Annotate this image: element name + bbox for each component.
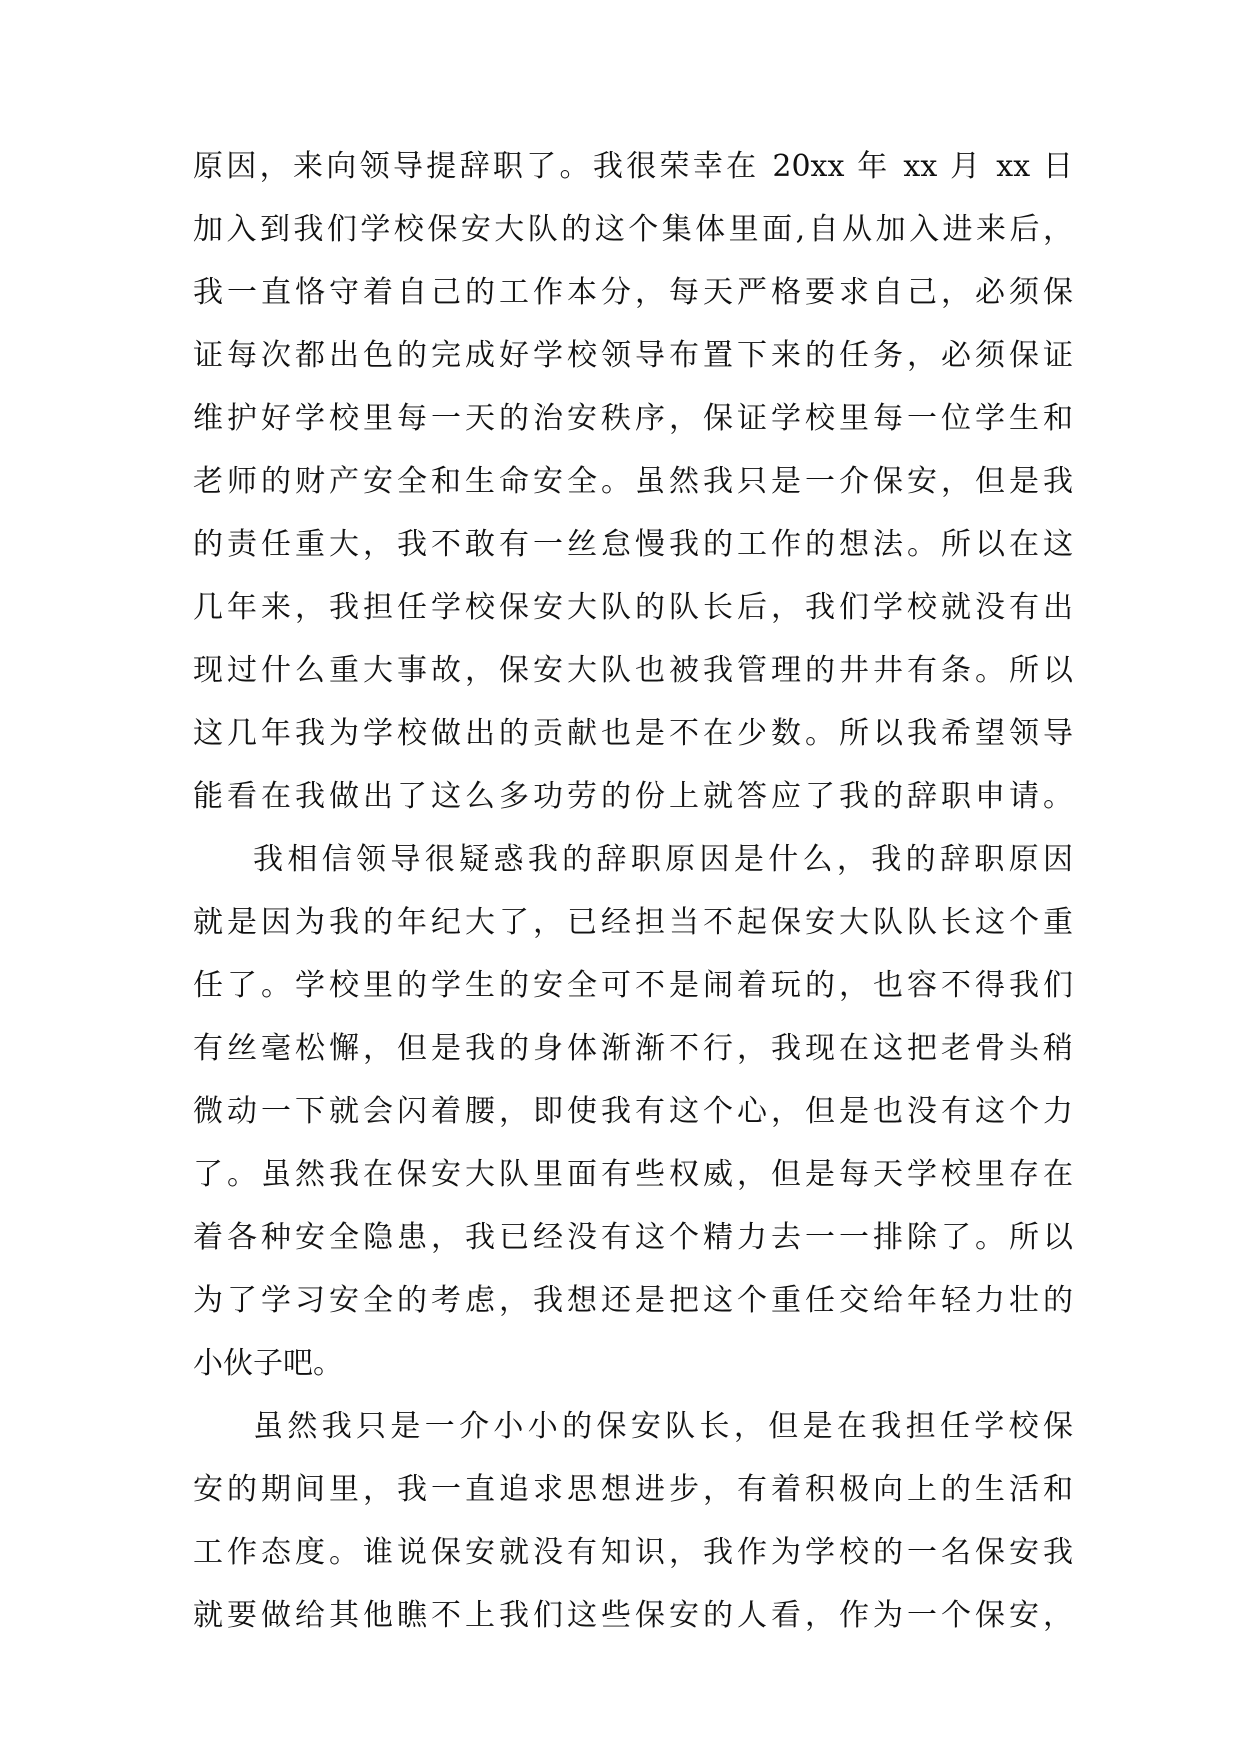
text-line: 几年来，我担任学校保安大队的队长后，我们学校就没有出	[193, 590, 1073, 625]
text-line: 我一直恪守着自己的工作本分，每天严格要求自己，必须保	[193, 275, 1073, 310]
text-line: 老师的财产安全和生命安全。虽然我只是一介保安，但是我	[193, 464, 1073, 499]
text-line: 着各种安全隐患，我已经没有这个精力去一一排除了。所以	[193, 1220, 1073, 1255]
text-line: 就是因为我的年纪大了，已经担当不起保安大队队长这个重	[193, 905, 1073, 940]
text-line: 小伙子吧。	[193, 1346, 343, 1381]
text-line: 安的期间里，我一直追求思想进步，有着积极向上的生活和	[193, 1472, 1073, 1507]
text-line: 这几年我为学校做出的贡献也是不在少数。所以我希望领导	[193, 716, 1073, 751]
text-line: 维护好学校里每一天的治安秩序，保证学校里每一位学生和	[193, 401, 1073, 436]
text-line: 证每次都出色的完成好学校领导布置下来的任务，必须保证	[193, 338, 1073, 373]
paragraph-first-line: 虽然我只是一介小小的保安队长，但是在我担任学校保	[253, 1409, 1073, 1444]
text-line: 任了。学校里的学生的安全可不是闹着玩的，也容不得我们	[193, 968, 1073, 1003]
text-line: 有丝毫松懈，但是我的身体渐渐不行，我现在这把老骨头稍	[193, 1031, 1073, 1066]
paragraph-first-line: 我相信领导很疑惑我的辞职原因是什么，我的辞职原因	[253, 842, 1073, 877]
text-line: 加入到我们学校保安大队的这个集体里面,自从加入进来后，	[193, 212, 1073, 247]
text-line: 就要做给其他瞧不上我们这些保安的人看，作为一个保安，	[193, 1598, 1073, 1633]
text-line: 工作态度。谁说保安就没有知识，我作为学校的一名保安我	[193, 1535, 1073, 1570]
text-line: 原因，来向领导提辞职了。我很荣幸在 20xx 年 xx 月 xx 日	[193, 149, 1073, 184]
text-line: 能看在我做出了这么多功劳的份上就答应了我的辞职申请。	[193, 779, 1073, 814]
text-line: 了。虽然我在保安大队里面有些权威，但是每天学校里存在	[193, 1157, 1073, 1192]
text-line: 的责任重大，我不敢有一丝怠慢我的工作的想法。所以在这	[193, 527, 1073, 562]
text-line: 为了学习安全的考虑，我想还是把这个重任交给年轻力壮的	[193, 1283, 1073, 1318]
text-line: 微动一下就会闪着腰，即使我有这个心，但是也没有这个力	[193, 1094, 1073, 1129]
text-line: 现过什么重大事故，保安大队也被我管理的井井有条。所以	[193, 653, 1073, 688]
